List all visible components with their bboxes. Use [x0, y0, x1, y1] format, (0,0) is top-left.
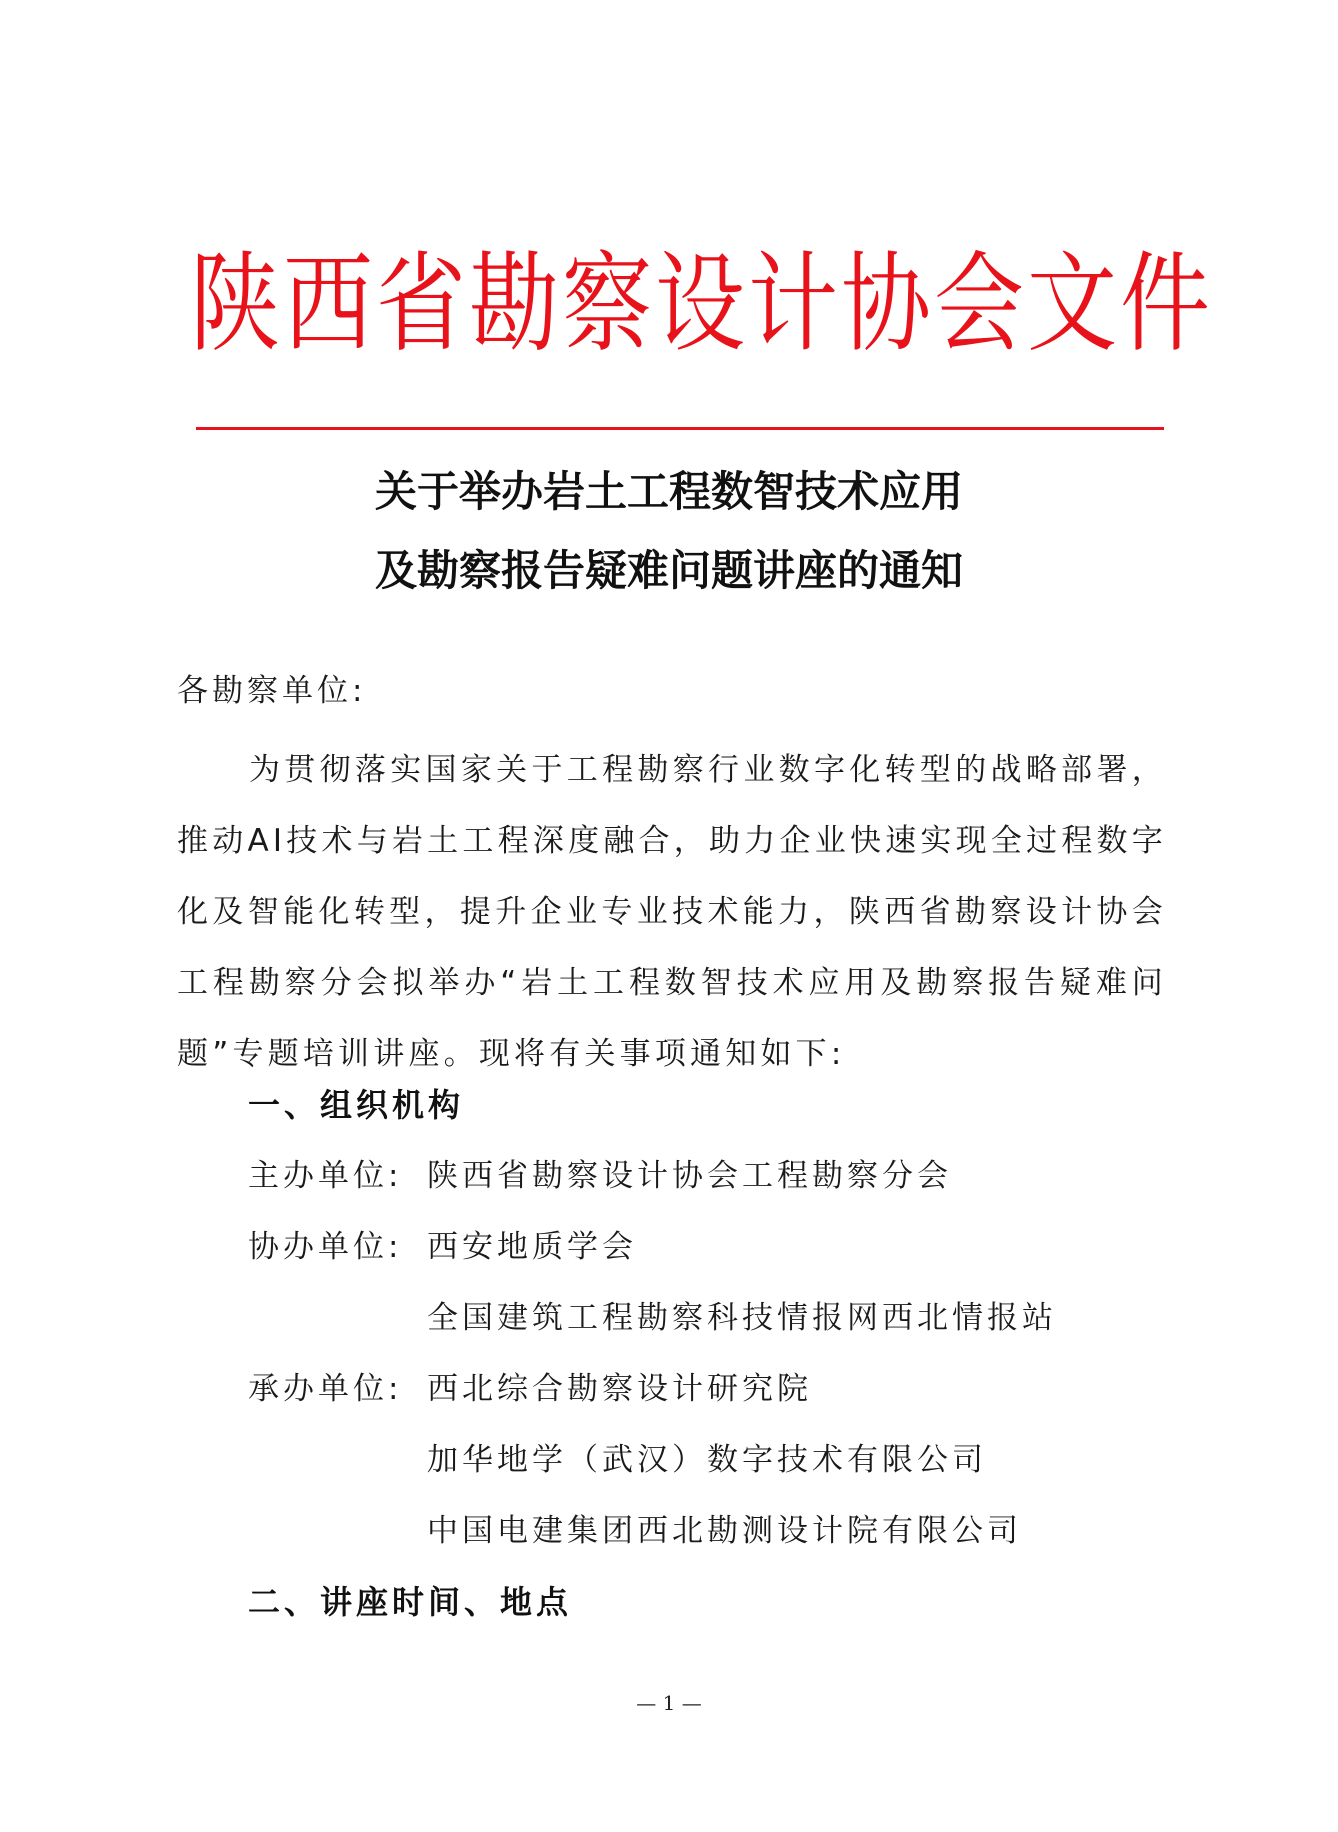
organizer-unit: 加华地学（武汉）数字技术有限公司 — [427, 1442, 987, 1478]
organizer-unit: 中国电建集团西北勘测设计院有限公司 — [427, 1513, 1022, 1549]
organizer-unit: 西北综合勘察设计研究院 — [427, 1371, 812, 1407]
cohost-unit: 西安地质学会 — [427, 1229, 637, 1265]
page-number: — 1 — — [636, 1691, 702, 1715]
body-paragraph: 为贯彻落实国家关于工程勘察行业数字化转型的战略部署，推动AI技术与岩土工程深度融合，助力企业快速实现全过程数字化及智能化转型，提升企业专业技术能力，陕西省勘察设计协会工程勘察分会拟举办“岩土工程数智技术应用及勘察报告疑难问题”专题培训讲座。现将有关事项通知如下: — [177, 752, 1167, 1072]
salutation: 各勘察单位: — [177, 673, 367, 709]
organizer-label: 承办单位: — [248, 1371, 403, 1407]
host-label: 主办单位: — [248, 1158, 403, 1194]
cohost-label: 协办单位: — [248, 1229, 403, 1265]
document-masthead: 陕西省勘察设计协会文件 — [190, 241, 1213, 368]
section-heading-organization: 一、组织机构 — [248, 1086, 465, 1124]
red-divider-rule — [196, 427, 1164, 430]
document-title-line-1: 关于举办岩土工程数智技术应用 — [374, 467, 963, 516]
host-unit: 陕西省勘察设计协会工程勘察分会 — [427, 1158, 952, 1194]
document-title-line-2: 及勘察报告疑难问题讲座的通知 — [374, 546, 963, 595]
cohost-unit: 全国建筑工程勘察科技情报网西北情报站 — [427, 1300, 1057, 1336]
section-heading-time-place: 二、讲座时间、地点 — [248, 1583, 573, 1621]
